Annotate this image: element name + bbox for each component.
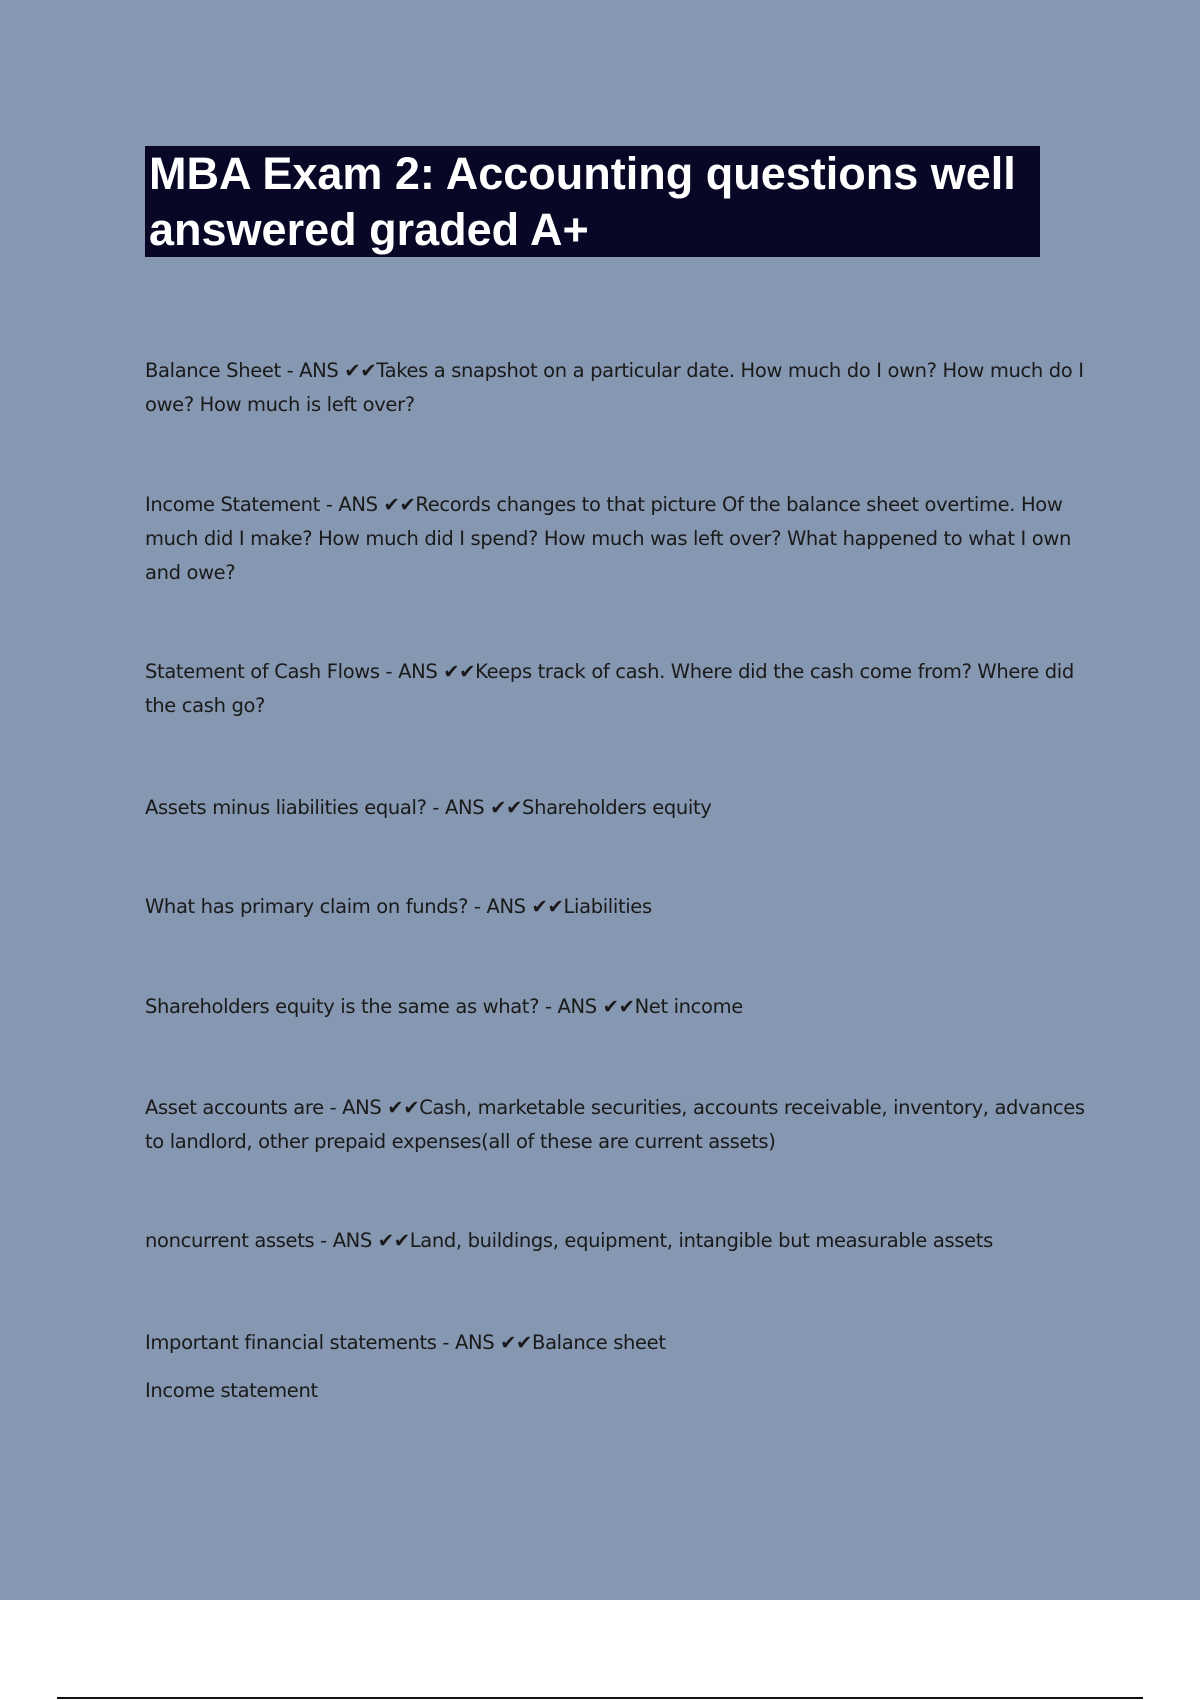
title-banner [145,146,1040,257]
page-title: MBA Exam 2: Accounting questions well answered graded A+ [149,148,1016,255]
qa-item-continuation-line: Income statement [145,1379,318,1402]
qa-item-important-statements: Important financial statements - ANS ✔✔Balance sheet [145,1331,666,1354]
qa-item-noncurrent-assets: noncurrent assets - ANS ✔✔Land, buildings, equipment, intangible but measurable assets [145,1229,993,1252]
qa-item-primary-claim: What has primary claim on funds? - ANS ✔✔Liabilities [145,895,652,918]
qa-item-asset-accounts: Asset accounts are - ANS ✔✔Cash, marketable securities, accounts receivable, inventory, advances to landlord, other prepaid expenses(all of these are current assets) [145,1096,1085,1153]
footer-divider [57,1697,1143,1699]
qa-item-cash-flows: Statement of Cash Flows - ANS ✔✔Keeps track of cash. Where did the cash come from? Where did the cash go? [145,660,1074,717]
qa-item-assets-minus-liabilities: Assets minus liabilities equal? - ANS ✔✔Shareholders equity [145,796,712,819]
qa-item-shareholders-equity: Shareholders equity is the same as what? - ANS ✔✔Net income [145,995,743,1018]
qa-item-balance-sheet: Balance Sheet - ANS ✔✔Takes a snapshot on a particular date. How much do I own? How much do I owe? How much is left over? [145,359,1084,416]
qa-item-income-statement: Income Statement - ANS ✔✔Records changes to that picture Of the balance sheet overtime. How much did I make? How much did I spend? How much was left over? What happened to what I own and owe? [145,493,1071,584]
